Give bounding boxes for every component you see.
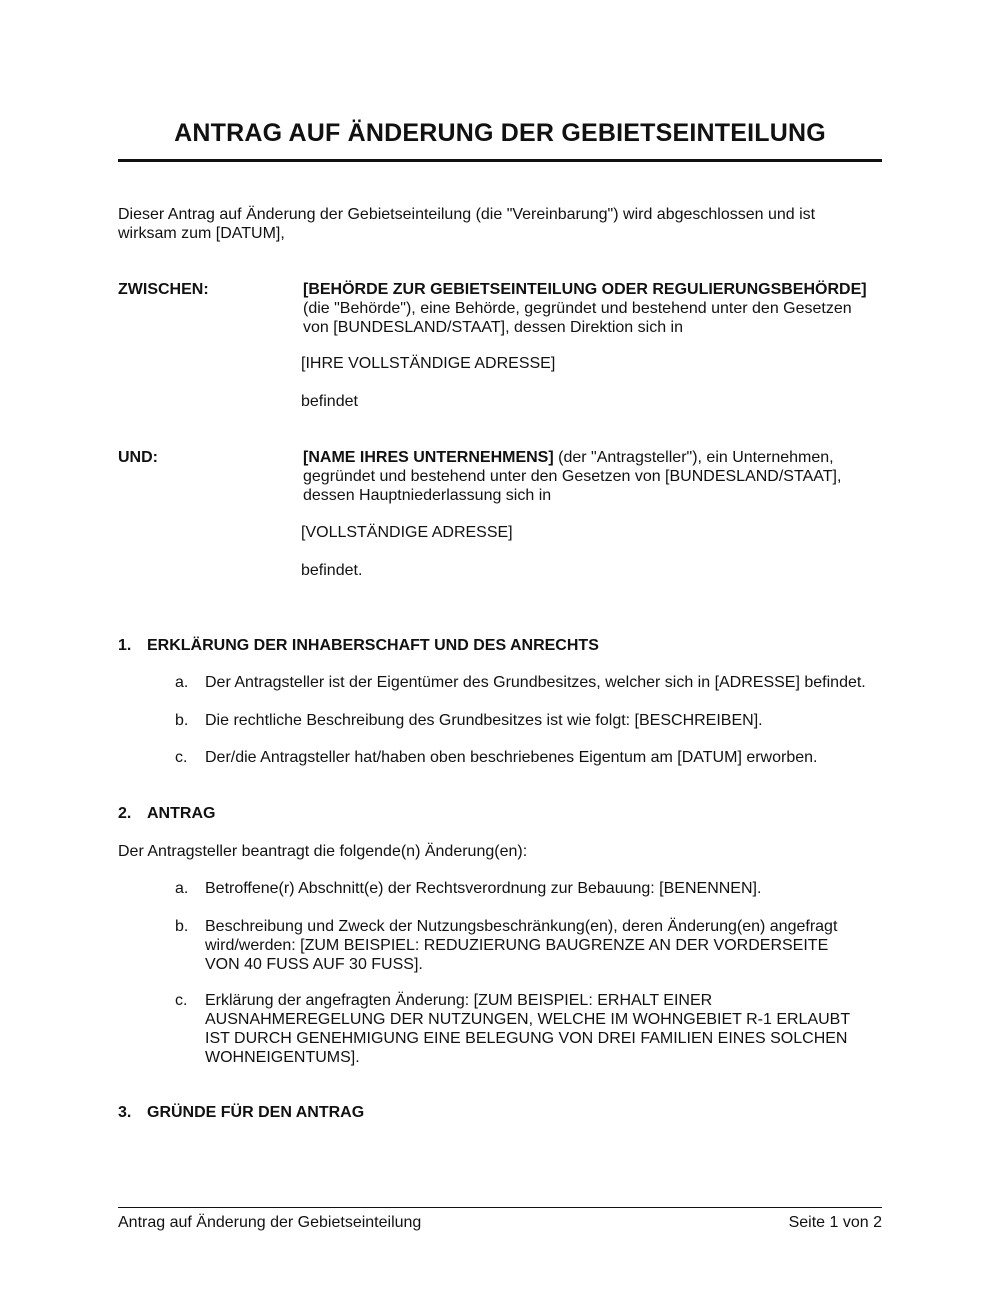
party2-first-line [303,448,883,467]
section1-title: ERKLÄRUNG DER INHABERSCHAFT UND DES ANRECHTS [147,637,599,654]
party1-name: [BEHÖRDE ZUR GEBIETSEINTEILUNG ODER REGULIERUNGSBEHÖRDE] [303,281,867,298]
footer-document-name: Antrag auf Änderung der Gebietseinteilung [118,1214,422,1231]
section3-title: GRÜNDE FÜR DEN ANTRAG [147,1104,365,1121]
section2-heading [118,804,215,823]
list-item-line: wird/werden: [ZUM BEISPIEL: REDUZIERUNG BAUGRENZE AN DER VORDERSEITE [205,937,829,954]
list-item-line: WOHNEIGENTUMS]. [205,1049,360,1066]
footer-divider [118,1207,882,1208]
list-item-letter: c. [175,749,188,766]
party2-address: [VOLLSTÄNDIGE ADRESSE] [301,524,513,541]
party2-line: dessen Hauptniederlassung sich in [303,487,552,504]
list-item-line: Beschreibung und Zweck der Nutzungsbeschränkung(en), deren Änderung(en) angefragt [205,918,838,935]
list-item-line: Erklärung der angefragten Änderung: [ZUM BEISPIEL: ERHALT EINER [205,992,713,1009]
party1-label: ZWISCHEN: [118,281,209,298]
list-item-letter: c. [175,992,188,1009]
list-item-letter: a. [175,674,189,691]
list-item-line: Betroffene(r) Abschnitt(e) der Rechtsverordnung zur Bebauung: [BENENNEN]. [205,880,762,897]
list-item-line: AUSNAHMEREGELUNG DER NUTZUNGEN, WELCHE IM WOHNGEBIET R-1 ERLAUBT [205,1011,851,1028]
section1-number: 1. [118,637,132,654]
party1-closing: befindet [301,393,358,410]
title-divider [118,159,882,162]
section3-heading [118,1103,364,1122]
section1-heading [118,636,599,655]
party2-label: UND: [118,449,158,466]
list-item-letter: a. [175,880,189,897]
party2-line: gegründet und bestehend unter den Gesetzen von [BUNDESLAND/STAAT], [303,468,842,485]
party2-closing: befindet. [301,562,363,579]
section3-number: 3. [118,1104,132,1121]
intro-line: Dieser Antrag auf Änderung der Gebietseinteilung (die "Vereinbarung") wird abgeschlossen und ist [118,206,816,223]
footer-page-number: Seite 1 von 2 [788,1214,882,1231]
section2-title: ANTRAG [147,805,216,822]
party1-line: von [BUNDESLAND/STAAT], dessen Direktion sich in [303,319,683,336]
party2-line-rest: (der "Antragsteller"), ein Unternehmen, [553,449,834,466]
list-item-letter: b. [175,712,189,729]
list-item-text [205,879,885,898]
party1-block [303,280,883,337]
party2-block [303,448,883,505]
party2-name: [NAME IHRES UNTERNEHMENS] [303,449,554,466]
intro-line: wirksam zum [DATUM], [118,225,285,242]
list-item-text: Der/die Antragsteller hat/haben oben beschriebenes Eigentum am [DATUM] erworben. [205,749,818,766]
party1-line: (die "Behörde"), eine Behörde, gegründet und bestehend unter den Gesetzen [303,300,852,317]
section2-number: 2. [118,805,132,822]
section2-intro: Der Antragsteller beantragt die folgende(n) Änderung(en): [118,843,528,860]
list-item-text [205,917,885,974]
list-item-line: VON 40 FUSS AUF 30 FUSS]. [205,956,423,973]
intro-paragraph [118,205,878,243]
document-title: ANTRAG AUF ÄNDERUNG DER GEBIETSEINTEILUNG [174,119,826,147]
list-item-text: Der Antragsteller ist der Eigentümer des Grundbesitzes, welcher sich in [ADRESSE] befindet. [205,674,866,691]
list-item-line: IST DURCH GENEHMIGUNG EINE BELEGUNG VON DREI FAMILIEN EINES SOLCHEN [205,1030,848,1047]
list-item-letter: b. [175,918,189,935]
party1-address: [IHRE VOLLSTÄNDIGE ADRESSE] [301,355,556,372]
list-item-text [205,991,885,1067]
list-item-text: Die rechtliche Beschreibung des Grundbesitzes ist wie folgt: [BESCHREIBEN]. [205,712,763,729]
